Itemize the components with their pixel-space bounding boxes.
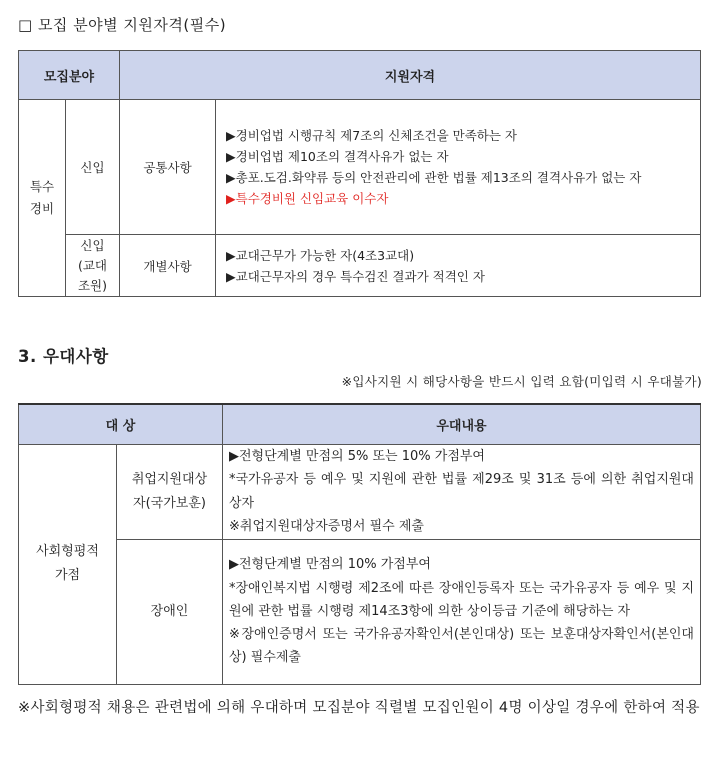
requirement-line: ▶교대근무자의 경우 특수검진 결과가 적격인 자 (226, 268, 485, 284)
requirement-cell (216, 100, 701, 235)
requirement-line: ▶총포.도검.화약류 등의 안전관리에 관한 법률 제13조의 결격사유가 없는 자 (226, 170, 642, 185)
group-cell: 사회형평적 가점 (19, 444, 117, 684)
header-content: 우대내용 (223, 404, 701, 444)
header-field: 모집분야 (19, 51, 120, 100)
kind-cell: 개별사항 (120, 235, 216, 297)
preference-row-disabled (19, 539, 701, 684)
requirement-line: ▶경비업법 시행규칙 제7조의 신체조건을 만족하는 자 (226, 128, 518, 143)
header-qualification: 지원자격 (120, 51, 701, 100)
preference-header-row (19, 404, 701, 444)
content-line: ▶전형단계별 만점의 5% 또는 10% 가점부여 (229, 449, 485, 465)
preference-row-veteran (19, 444, 701, 539)
footnote: ※사회형평적 채용은 관련법에 의해 우대하며 모집분야 직렬별 모집인원이 4명 이상일 경우에 한하여 적용 (18, 700, 700, 716)
content-line: ▶전형단계별 만점의 10% 가점부여 (229, 557, 431, 573)
type-cell: 신입 (66, 100, 120, 235)
section-title-preferences: 3. 우대사항 (18, 347, 109, 366)
requirement-line: ▶경비업법 제10조의 결격사유가 없는 자 (226, 149, 449, 164)
content-line: *국가유공자 등 예우 및 지원에 관한 법률 제29조 및 31조 등에 의한 취업지원대상자 (229, 472, 694, 511)
content-cell (223, 444, 701, 539)
content-cell (223, 539, 701, 684)
section-title-qualifications: □ 모집 분야별 지원자격(필수) (18, 16, 227, 34)
preference-table (18, 403, 701, 685)
qualification-row-shift (19, 235, 701, 297)
category-cell: 특수 경비 (19, 100, 66, 297)
preference-note: ※입사지원 시 해당사항을 반드시 입력 요함(미입력 시 우대불가) (341, 374, 702, 389)
content-line: ※취업지원대상자증명서 필수 제출 (229, 518, 424, 534)
type-cell: 신입 (교대 조원) (66, 235, 120, 297)
content-line: ※장애인증명서 또는 국가유공자확인서(본인대상) 또는 보훈대상자확인서(본인대상) 필수제출 (229, 627, 694, 666)
requirement-cell (216, 235, 701, 297)
requirement-line: ▶교대근무가 가능한 자(4조3교대) (226, 247, 415, 263)
qualification-row-common (19, 100, 701, 235)
target-cell: 취업지원대상 자(국가보훈) (117, 444, 223, 539)
content-line: *장애인복지법 시행령 제2조에 따른 장애인등록자 또는 국가유공자 등 예우 및 지원에 관한 법률 시행령 제14조3항에 의한 상이등급 기준에 해당하는 자 (229, 580, 694, 619)
header-target: 대 상 (19, 404, 223, 444)
kind-cell: 공통사항 (120, 100, 216, 235)
requirement-highlight: ▶특수경비원 신임교육 이수자 (226, 191, 389, 206)
qualification-header-row (19, 51, 701, 100)
qualification-table (18, 50, 701, 297)
target-cell: 장애인 (117, 539, 223, 684)
